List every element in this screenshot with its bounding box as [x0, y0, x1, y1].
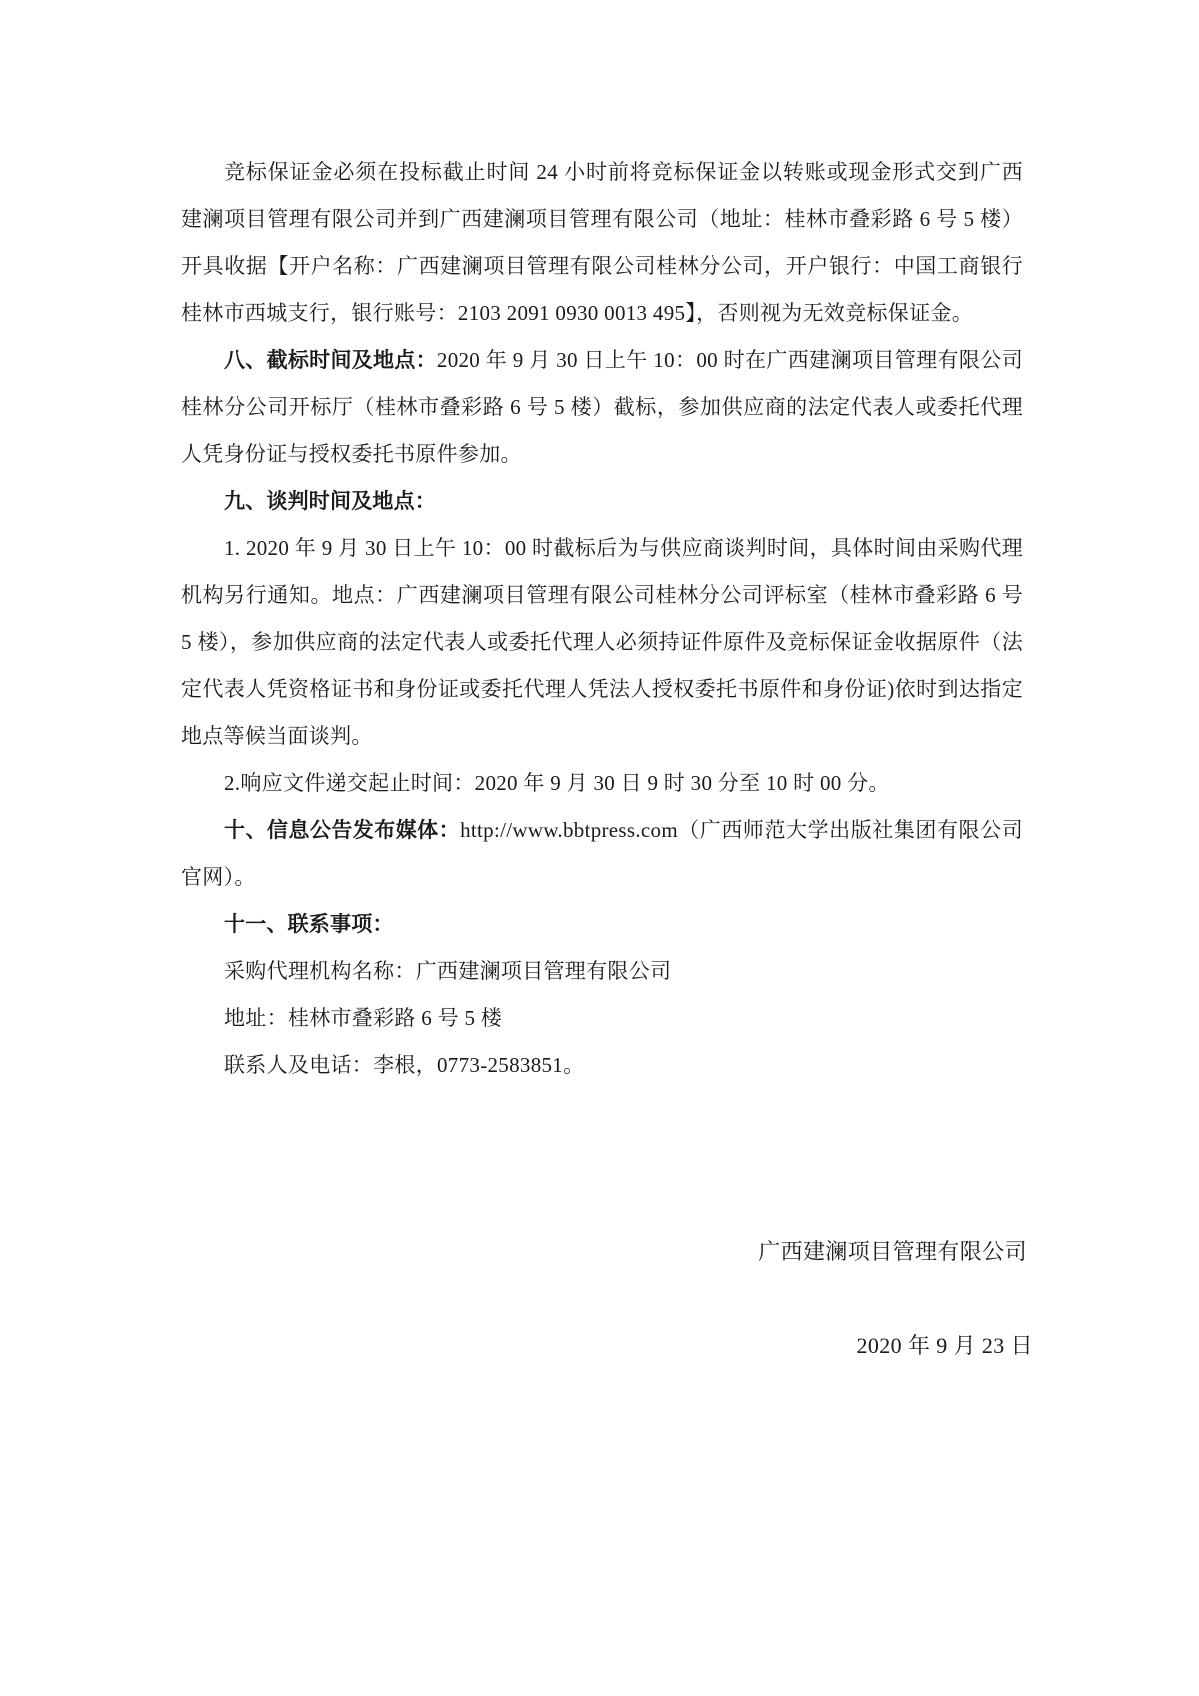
paragraph-text: 2.响应文件递交起止时间：2020 年 9 月 30 日 9 时 30 分至 10 时 00 分。 — [224, 771, 890, 795]
section-heading-label: 十、信息公告发布媒体： — [224, 818, 461, 842]
signature-company: 广西建澜项目管理有限公司 — [758, 1239, 1027, 1264]
paragraph-contact-phone — [181, 1042, 1023, 1089]
paragraph-text: 采购代理机构名称：广西建澜项目管理有限公司 — [224, 959, 672, 983]
section-heading-contact — [181, 901, 1023, 948]
paragraph-text: 2020 年 9 月 30 日上午 10：00 时在广西建澜项目管理有限公司桂林分公司开标厅（桂林市叠彩路 6 号 5 楼）截标，参加供应商的法定代表人或委托代理人凭身份证与授权委托书原件参加。 — [181, 348, 1023, 466]
paragraph-text: 地址：桂林市叠彩路 6 号 5 楼 — [224, 1006, 503, 1030]
paragraph-agency-address — [181, 995, 1023, 1042]
publication-url: http://www.bbtpress.com — [460, 818, 678, 842]
signature-date: 2020 年 9 月 23 日 — [856, 1333, 1033, 1358]
section-heading-publication-media — [181, 807, 1023, 901]
section-heading-label: 八、截标时间及地点： — [224, 348, 437, 372]
paragraph-response-docs-time — [181, 760, 1023, 807]
document-body — [181, 149, 1023, 1089]
paragraph-text: 1. 2020 年 9 月 30 日上午 10：00 时截标后为与供应商谈判时间，具体时间由采购代理机构另行通知。地点：广西建澜项目管理有限公司桂林分公司评标室（桂林市叠彩路 6 号 5 楼），参加供应商的法定代表人或委托代理人必须持证件原件及竞标保证金收据原件（法定代表人凭资格证书和身份证或委托代理人凭法人授权委托书原件和身份证)依时到达指定地点等候当面谈判。 — [181, 536, 1023, 748]
paragraph-negotiation-time — [181, 525, 1023, 760]
section-heading-label: 九、谈判时间及地点： — [224, 489, 436, 513]
paragraph-agency-name — [181, 948, 1023, 995]
paragraph-text: （广西师范大学出版社集团有限公司官网）。 — [181, 818, 1023, 889]
section-heading-deadline — [181, 337, 1023, 478]
section-heading-label: 十一、联系事项： — [224, 912, 394, 936]
paragraph-text: 联系人及电话：李根，0773-2583851。 — [224, 1053, 585, 1077]
section-heading-negotiation — [181, 478, 1023, 525]
paragraph-text: 竞标保证金必须在投标截止时间 24 小时前将竞标保证金以转账或现金形式交到广西建澜项目管理有限公司并到广西建澜项目管理有限公司（地址：桂林市叠彩路 6 号 5 楼）开具收据【开户名称：广西建澜项目管理有限公司桂林分公司，开户银行：中国工商银行桂林市西城支行，银行账号：2103 2091 0930 0013 495】，否则视为无效竞标保证金。 — [181, 160, 1023, 325]
paragraph-bid-deposit — [181, 149, 1023, 337]
